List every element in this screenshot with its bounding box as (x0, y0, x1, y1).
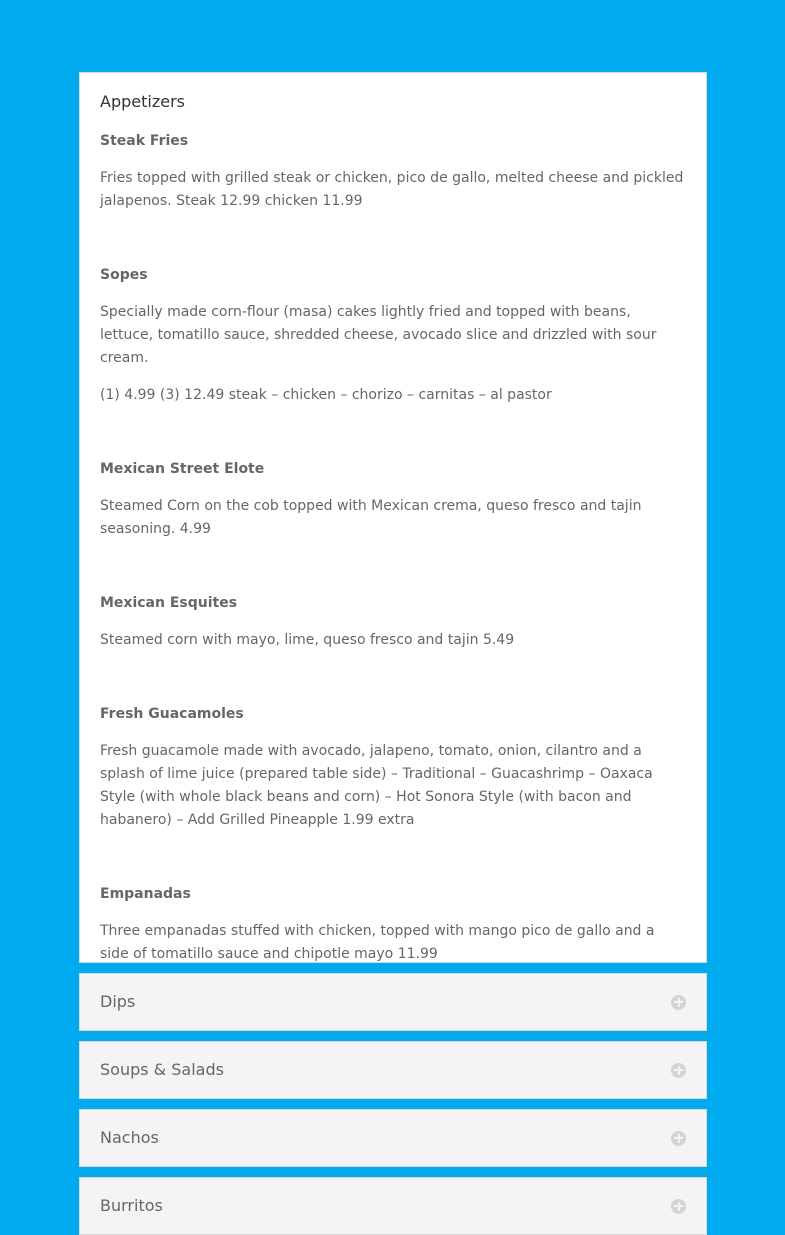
plus-circle-icon[interactable] (671, 1063, 686, 1078)
item-name: Mexican Esquites (100, 595, 238, 611)
plus-circle-icon[interactable] (671, 1131, 686, 1146)
item-description: Specially made corn-flour (masa) cakes lightly fried and topped with beans, lettuce, tomatillo sauce, shredded cheese, avocado slice and drizzled with sour cream. (100, 304, 657, 366)
dips-title[interactable]: Dips (100, 992, 136, 1011)
item-name: Empanadas (100, 886, 191, 902)
item-name: Steak Fries (100, 133, 189, 149)
menu-item (100, 592, 686, 652)
item-prices: (1) 4.99 (3) 12.49 steak – chicken – chorizo – carnitas – al pastor (100, 387, 552, 403)
menu-item (100, 883, 686, 966)
item-description: Three empanadas stuffed with chicken, topped with mango pico de gallo and a side of tomatillo sauce and chipotle mayo 11.99 (100, 923, 655, 962)
appetizers-toggle[interactable] (79, 72, 707, 963)
menu-accordion (79, 72, 707, 1235)
menu-item (100, 703, 686, 832)
burritos-title[interactable]: Burritos (100, 1196, 163, 1215)
appetizers-title[interactable]: Appetizers (100, 92, 185, 111)
nachos-toggle[interactable] (79, 1109, 707, 1167)
item-description: Steamed Corn on the cob topped with Mexican crema, queso fresco and tajin seasoning. 4.99 (100, 498, 642, 537)
menu-item (100, 264, 686, 407)
burritos-toggle[interactable] (79, 1177, 707, 1235)
dips-toggle[interactable] (79, 973, 707, 1031)
plus-circle-icon[interactable] (671, 995, 686, 1010)
item-name: Fresh Guacamoles (100, 706, 244, 722)
item-name: Mexican Street Elote (100, 461, 265, 477)
item-description: Fries topped with grilled steak or chicken, pico de gallo, melted cheese and pickled jalapenos. Steak 12.99 chicken 11.99 (100, 170, 684, 209)
plus-circle-icon[interactable] (671, 1199, 686, 1214)
item-description: Fresh guacamole made with avocado, jalapeno, tomato, onion, cilantro and a splash of lime juice (prepared table side) – Traditional – Guacashrimp – Oaxaca Style (with whole black beans and corn) – Hot Sonora Style (with bacon and habanero) – Add Grilled Pineapple 1.99 extra (100, 743, 653, 828)
item-description: Steamed corn with mayo, lime, queso fresco and tajin 5.49 (100, 632, 515, 648)
item-name: Sopes (100, 267, 148, 283)
nachos-title[interactable]: Nachos (100, 1128, 159, 1147)
soups-salads-toggle[interactable] (79, 1041, 707, 1099)
soups-salads-title[interactable]: Soups & Salads (100, 1060, 224, 1079)
menu-item (100, 458, 686, 541)
menu-item (100, 130, 686, 213)
